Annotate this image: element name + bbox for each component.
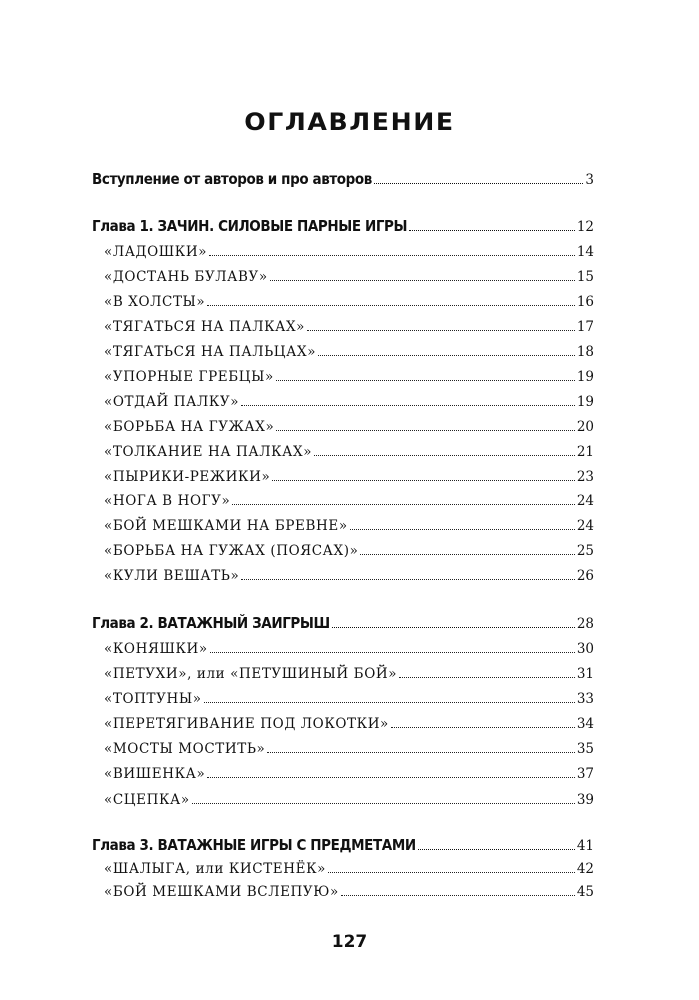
toc-entry-label: «БОЙ МЕШКАМИ НА БРЕВНЕ» xyxy=(104,518,348,534)
toc-entry-label: «ЛАДОШКИ» xyxy=(104,244,208,260)
toc-entry xyxy=(92,415,594,435)
toc-chapter-heading xyxy=(92,215,594,235)
toc-entry xyxy=(92,465,594,485)
dot-leader xyxy=(307,329,575,331)
toc-page-number: 3 xyxy=(585,172,594,188)
toc-page-number: 18 xyxy=(576,344,594,360)
toc-entry xyxy=(92,390,594,410)
toc-page-number: 34 xyxy=(576,716,594,732)
toc-entry xyxy=(92,315,594,335)
toc-page-number: 14 xyxy=(576,244,594,260)
toc-entry-label: Вступление от авторов и про авторов xyxy=(92,170,372,188)
toc-entry xyxy=(92,788,594,808)
toc-page-number: 25 xyxy=(576,543,594,559)
toc-page-number: 19 xyxy=(576,394,594,410)
dot-leader xyxy=(399,676,575,678)
toc-entry xyxy=(92,365,594,385)
toc-entry-label: «ТОПТУНЫ» xyxy=(104,691,202,707)
toc-entry xyxy=(92,440,594,460)
toc-entry-label: «ПЫРИКИ-РЕЖИКИ» xyxy=(104,469,271,485)
dot-leader xyxy=(276,429,575,431)
toc-page-number: 19 xyxy=(576,369,594,385)
dot-leader xyxy=(360,553,574,555)
toc-page-number: 31 xyxy=(576,666,594,682)
toc-page-number: 16 xyxy=(576,294,594,310)
toc-entry-label: «ДОСТАНЬ БУЛАВУ» xyxy=(104,269,268,285)
toc-entry xyxy=(92,290,594,310)
toc-entry-label: «ТЯГАТЬСЯ НА ПАЛКАХ» xyxy=(104,319,306,335)
dot-leader xyxy=(328,871,575,873)
toc-page-number: 41 xyxy=(576,838,594,854)
toc-entry-label: «НОГА В НОГУ» xyxy=(104,493,231,509)
toc-page-number: 39 xyxy=(576,792,594,808)
dot-leader xyxy=(241,404,575,406)
dot-leader xyxy=(341,894,575,896)
dot-leader xyxy=(210,651,575,653)
toc-entry-intro xyxy=(92,168,594,188)
toc-chapter-heading xyxy=(92,834,594,854)
toc-entry xyxy=(92,514,594,534)
toc-page-number: 30 xyxy=(576,641,594,657)
dot-leader xyxy=(374,182,583,184)
toc-entry-label: «СЦЕПКА» xyxy=(104,792,190,808)
toc-page-number: 12 xyxy=(576,219,594,235)
toc-entry-label: «ПЕТУХИ», или «ПЕТУШИНЫЙ БОЙ» xyxy=(104,666,398,682)
toc-entry-label: Глава 1. ЗАЧИН. СИЛОВЫЕ ПАРНЫЕ ИГРЫ xyxy=(92,217,408,235)
dot-leader xyxy=(209,254,575,256)
toc-page-number: 24 xyxy=(576,493,594,509)
toc-entry-label: Глава 2. ВАТАЖНЫЙ ЗАИГРЫШ xyxy=(92,614,330,632)
toc-page-number: 20 xyxy=(576,419,594,435)
dot-leader xyxy=(241,578,574,580)
toc-entry xyxy=(92,737,594,757)
toc-entry xyxy=(92,880,594,900)
dot-leader xyxy=(232,503,574,505)
toc-page-number: 33 xyxy=(576,691,594,707)
page-number: 127 xyxy=(331,932,368,952)
toc-entry-label: «ОТДАЙ ПАЛКУ» xyxy=(104,394,240,410)
dot-leader xyxy=(270,279,575,281)
dot-leader xyxy=(207,304,575,306)
toc-entry xyxy=(92,539,594,559)
toc-page-number: 24 xyxy=(576,518,594,534)
dot-leader xyxy=(207,776,574,778)
toc-page-number: 26 xyxy=(576,568,594,584)
toc-page-number: 37 xyxy=(576,766,594,782)
toc-entry-label: «ТЯГАТЬСЯ НА ПАЛЬЦАХ» xyxy=(104,344,317,360)
toc-chapter-heading xyxy=(92,612,594,632)
toc-page-number: 15 xyxy=(576,269,594,285)
dot-leader xyxy=(192,802,575,804)
dot-leader xyxy=(391,726,575,728)
toc-entry-label: «МОСТЫ МОСТИТЬ» xyxy=(104,741,266,757)
toc-entry-label: «БОРЬБА НА ГУЖАХ» xyxy=(104,419,275,435)
toc-entry xyxy=(92,637,594,657)
toc-page-number: 21 xyxy=(576,444,594,460)
dot-leader xyxy=(204,701,575,703)
dot-leader xyxy=(272,479,574,481)
toc-entry xyxy=(92,857,594,877)
toc-entry xyxy=(92,489,594,509)
toc-page-number: 45 xyxy=(576,884,594,900)
toc-entry-label: «БОРЬБА НА ГУЖАХ (ПОЯСАХ)» xyxy=(104,543,359,559)
toc-page-number: 23 xyxy=(576,469,594,485)
toc-entry-label: «ВИШЕНКА» xyxy=(104,766,206,782)
toc-entry xyxy=(92,340,594,360)
toc-entry xyxy=(92,240,594,260)
toc-entry-label: «БОЙ МЕШКАМИ ВСЛЕПУЮ» xyxy=(104,884,339,900)
dot-leader xyxy=(332,626,575,628)
toc-entry xyxy=(92,662,594,682)
toc-entry-label: Глава 3. ВАТАЖНЫЕ ИГРЫ С ПРЕДМЕТАМИ xyxy=(92,836,416,854)
toc-entry xyxy=(92,564,594,584)
toc-entry-label: «КУЛИ ВЕШАТЬ» xyxy=(104,568,240,584)
toc-entry-label: «ТОЛКАНИЕ НА ПАЛКАХ» xyxy=(104,444,313,460)
toc-entry xyxy=(92,265,594,285)
dot-leader xyxy=(418,848,575,850)
toc-entry-label: «КОНЯШКИ» xyxy=(104,641,208,657)
toc-page-number: 17 xyxy=(576,319,594,335)
dot-leader xyxy=(276,379,575,381)
dot-leader xyxy=(409,229,575,231)
dot-leader xyxy=(318,354,575,356)
toc-page-number: 42 xyxy=(576,861,594,877)
toc-entry-label: «ПЕРЕТЯГИВАНИЕ ПОД ЛОКОТКИ» xyxy=(104,716,389,732)
toc-entry-label: «УПОРНЫЕ ГРЕБЦЫ» xyxy=(104,369,274,385)
dot-leader xyxy=(267,751,574,753)
dot-leader xyxy=(350,528,575,530)
toc-entry-label: «В ХОЛСТЫ» xyxy=(104,294,206,310)
toc-page-number: 35 xyxy=(576,741,594,757)
page-title: ОГЛАВЛЕНИЕ xyxy=(244,108,455,136)
toc-entry xyxy=(92,687,594,707)
toc-entry xyxy=(92,712,594,732)
toc-page-number: 28 xyxy=(576,616,594,632)
toc-entry-label: «ШАЛЫГА, или КИСТЕНЁК» xyxy=(104,861,326,877)
dot-leader xyxy=(314,454,575,456)
toc-entry xyxy=(92,762,594,782)
